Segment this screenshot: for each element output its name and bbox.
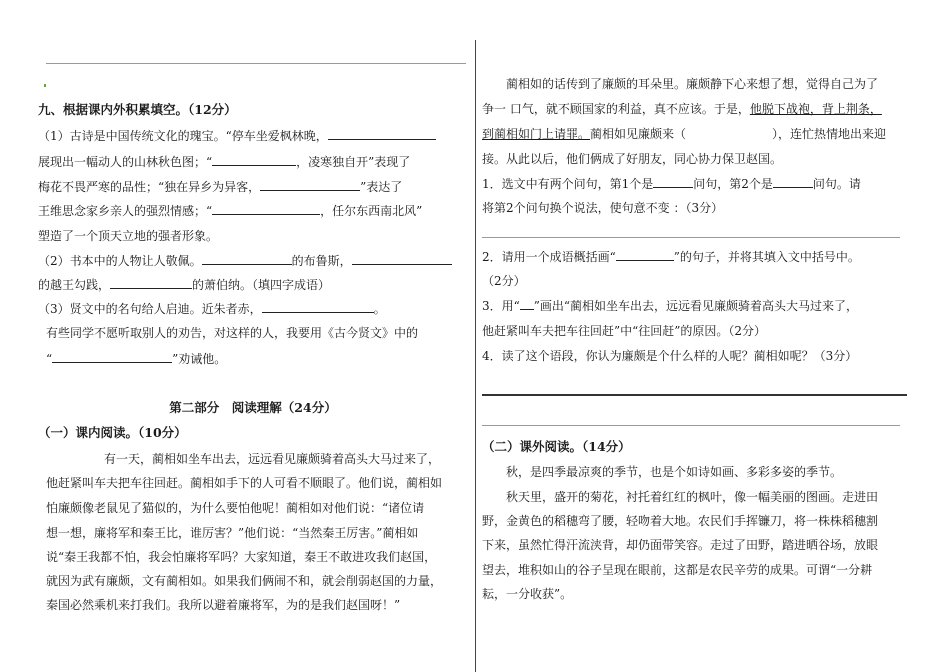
- passage-line: 野，金黄色的稻穗弯了腰，轻吻着大地。农民们手挥镰刀，将一株株稻穗割: [482, 514, 879, 528]
- passage-line: 耘，一分收获”。: [482, 587, 573, 601]
- answer-blank[interactable]: [616, 249, 674, 261]
- answer-blank[interactable]: [52, 351, 172, 363]
- answer-blank[interactable]: [212, 154, 296, 166]
- answer-blank[interactable]: [260, 179, 360, 191]
- question-4: 4．读了这个语段，你认为廉颇是个什么样的人呢？蔺相如呢？（3分）: [482, 349, 858, 363]
- answer-blank[interactable]: [212, 203, 320, 215]
- underlined-sentence: 到蔺相如门上请罪。: [482, 127, 591, 141]
- passage-line: 秋天里，盛开的菊花，衬托着红红的枫叶，像一幅美丽的图画。走进田: [506, 490, 879, 504]
- question-2: 2．请用一个成语概括画“ ”的句子，并将其填入文中括号中。: [482, 250, 860, 264]
- question-3: 3．用“ ”画出“蔺相如坐车出去，远远看见廉颇骑着高头大马过来了，: [482, 299, 859, 313]
- answer-blank[interactable]: [653, 176, 693, 188]
- question-1-cont: 将第2个问句换个说法，使句意不变 ：（3分）: [482, 201, 724, 215]
- q1-line2: 展现出一幅动人的山林秋色图；“ ，凌寒独自开”表现了: [38, 155, 411, 169]
- q1-line3: 梅花不畏严寒的品性；“独在异乡为异客， ”表达了: [38, 180, 403, 194]
- q1-line1: （1）古诗是中国传统文化的瑰宝。“停车坐爱枫林晚，: [38, 128, 436, 144]
- answer-blank[interactable]: [773, 176, 813, 188]
- answer-line[interactable]: [482, 237, 900, 238]
- question-3-cont: 他赶紧叫车夫把车往回赶”中“往回赶”的原因。（2分）: [482, 324, 767, 338]
- q2-line1: （2）书本中的人物让人敬佩。 的布鲁斯，: [38, 253, 452, 269]
- passage-line: 怕廉颇像老鼠见了猫似的，为什么要怕他呢！蔺相如对他们说：“诸位请: [46, 501, 425, 515]
- section-rule: [482, 394, 907, 396]
- passage-line: 下来，虽然忙得汗流浃背，却仍面带笑容。走过了田野，踏进晒谷场，放眼: [482, 538, 879, 552]
- passage-line: 说“秦王我都不怕，我会怕廉将军吗？大家知道，秦王不敢进攻我们赵国，: [46, 550, 437, 564]
- passage-line: 秦国必然乘机来打我们。我所以避着廉将军，为的是我们赵国呀！”: [46, 598, 401, 612]
- question-2-cont: （2分）: [482, 274, 526, 288]
- q1-line5: 塑造了一个顶天立地的强者形象。: [38, 229, 219, 243]
- question-1: 1．选文中有两个问句，第1个是 问句，第2个是 问句。请: [482, 177, 861, 191]
- answer-blank[interactable]: [110, 277, 192, 289]
- passage-line: 他赶紧叫车夫把车往回赶。蔺相如手下的人可看不顺眼了。他们说，蔺相如: [46, 476, 443, 490]
- passage-line: 秋，是四季最凉爽的季节，也是个如诗如画、多彩多姿的季节。: [506, 465, 843, 479]
- answer-blank[interactable]: [202, 253, 292, 265]
- column-divider: [475, 40, 476, 672]
- passage-line: 想一想，廉将军和秦王比，谁厉害？”他们说：“当然秦王厉害。”蔺相如: [46, 526, 419, 540]
- passage-line: 望去，堆积如山的谷子呈现在眼前，这都是农民辛劳的成果。可谓“一分耕: [482, 563, 873, 577]
- passage-line: 接。从此以后，他们俩成了好朋友，同心协力保卫赵国。: [482, 152, 783, 166]
- answer-blank[interactable]: [520, 298, 534, 310]
- answer-blank[interactable]: [352, 253, 452, 265]
- thin-rule: [482, 425, 900, 426]
- q3-line2: 有些同学不愿听取别人的劝告，对这样的人，我要用《古今贤文》中的: [46, 326, 419, 340]
- part2-title: 第二部分 阅读理解（24分）: [169, 400, 337, 415]
- answer-blank[interactable]: [262, 301, 374, 313]
- passage-line: 就因为武有廉颇，文有蔺相如。如果我们俩闹不和，就会削弱赵国的力量，: [46, 574, 443, 588]
- passage-line: 争一 口气，就不顾国家的利益，真不应该。于是，他脱下战袍，背上荆条，: [482, 102, 882, 116]
- q2-line2: 的越王勾践， 的萧伯纳。（填四字成语）: [38, 278, 331, 292]
- top-rule: [46, 63, 466, 64]
- q3-line1: （3）贤文中的名句给人启迪。近朱者赤， 。: [38, 302, 386, 316]
- answer-blank[interactable]: [328, 128, 436, 140]
- subsection1-title: （一）课内阅读。（10分）: [38, 425, 187, 440]
- underlined-sentence: 他脱下战袍，背上荆条，: [749, 102, 882, 116]
- passage-line: 蔺相如的话传到了廉颇的耳朵里。廉颇静下心来想了想，觉得自己为了: [506, 77, 879, 91]
- passage-line: 有一天，蔺相如坐车出去，远远看见廉颇骑着高头大马过来了，: [104, 452, 441, 466]
- q3-line3: “ ”劝诫他。: [46, 352, 227, 366]
- section9-title: 九、根据课内外积累填空。（12分）: [38, 102, 237, 117]
- passage-line: 到蔺相如门上请罪。蔺相如见廉颇来（ ），连忙热情地出来迎: [482, 127, 887, 141]
- q1-line4: 王维思念家乡亲人的强烈情感；“ ，任尔东西南北风”: [38, 204, 423, 218]
- subsection2-title: （二）课外阅读。（14分）: [482, 439, 631, 454]
- scan-mark: [44, 84, 46, 87]
